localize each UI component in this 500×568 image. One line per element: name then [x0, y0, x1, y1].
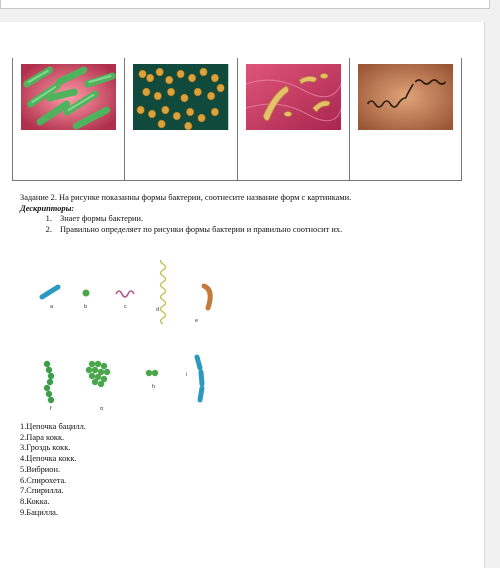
spirochete-photo	[358, 64, 453, 130]
label-g: g	[100, 406, 104, 410]
label-b: b	[84, 304, 88, 310]
answer-item: 3.Гроздь кокк.	[20, 443, 71, 453]
label-d: d	[156, 307, 160, 313]
answer-item: 8.Кокка.	[20, 496, 50, 506]
photo-cell-1	[13, 58, 125, 180]
document-page	[0, 22, 485, 568]
answer-item: 6.Спирохета.	[20, 475, 67, 485]
task-block	[20, 193, 480, 235]
shape-f-cocci-chain	[44, 361, 54, 403]
label-i: i	[186, 372, 188, 378]
shape-c-spirillum	[116, 291, 134, 297]
answer-item: 2.Пара кокк.	[20, 432, 65, 442]
photo-cell-4	[350, 58, 461, 180]
previous-page-edge	[0, 0, 490, 9]
bacteria-forms-diagram	[30, 260, 230, 410]
descriptor-list	[20, 214, 480, 235]
label-h: h	[152, 384, 156, 390]
descriptors-label: Дескрипторы:	[20, 203, 75, 213]
shape-a-rod	[42, 287, 58, 297]
cocci-cluster-photo	[133, 64, 228, 130]
label-c: c	[124, 304, 127, 310]
label-f: f	[50, 406, 52, 410]
label-a: a	[50, 304, 54, 310]
answer-list	[20, 422, 86, 518]
rod-bacteria-photo	[21, 64, 116, 130]
label-e: e	[195, 318, 199, 324]
shape-h-cocci-pair	[146, 370, 158, 376]
descriptor-item: 1. Знает формы бактерии.	[54, 214, 480, 225]
descriptor-item: 2. Правильно определяет по рисунки формы бактерии и правильно соотносит их.	[54, 225, 480, 236]
answer-item: 4.Цепочка кокк.	[20, 454, 77, 464]
photo-cell-3	[238, 58, 350, 180]
shape-d-spirochete	[161, 260, 166, 324]
shape-g-cocci-cluster	[86, 361, 110, 387]
photo-cell-2	[125, 58, 237, 180]
bacteria-photo-table	[12, 58, 462, 181]
shape-b-coccus	[83, 290, 90, 297]
vibrio-photo	[246, 64, 341, 130]
answer-item: 5.Вибрион.	[20, 464, 61, 474]
task-title: Задание 2. На рисунке показанны формы бактерии, соотнесите название форм с картинками.	[20, 193, 352, 202]
shape-e-vibrio	[204, 286, 210, 308]
answer-item: 9.Бацилла.	[20, 507, 58, 517]
shape-i-bacilli-chain	[197, 357, 202, 400]
answer-item: 7.Спирилла.	[20, 486, 64, 496]
answer-item: 1.Цепочка бацилл.	[20, 422, 86, 431]
